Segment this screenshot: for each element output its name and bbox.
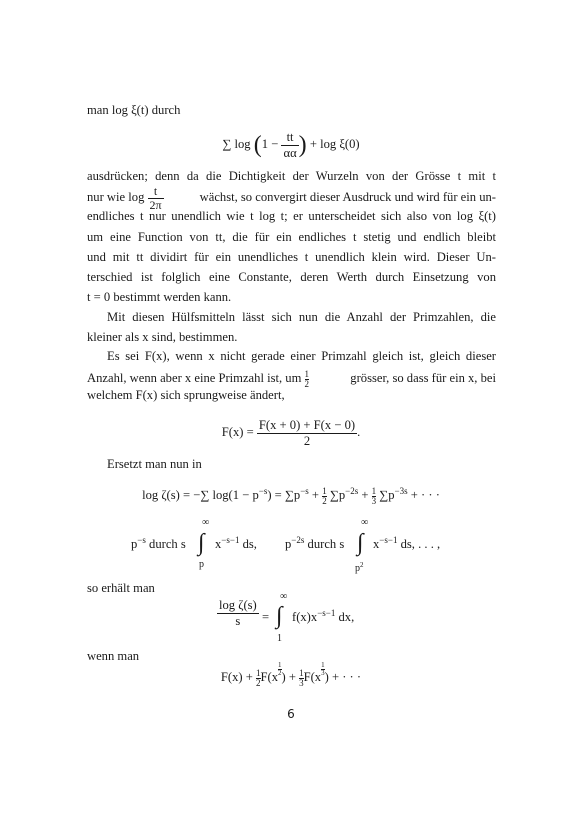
equation-4	[0, 514, 582, 576]
fraction	[257, 418, 357, 449]
eq3-part: +	[358, 488, 372, 502]
integral-upper-limit: ∞	[202, 517, 210, 528]
text-line: Es sei F(x), wenn x nicht gerade einer Primzahl gleich ist, gleich dieser	[107, 349, 496, 363]
eq4-part: durch s	[307, 537, 345, 551]
integral-lower-limit: 1	[277, 633, 282, 644]
fraction-denominator: 2π	[149, 197, 162, 212]
integral-lower-limit: p	[199, 559, 204, 570]
text-fragment: Anzahl, wenn aber x eine Primzahl ist, um	[87, 371, 302, 385]
fraction-denominator: 3	[371, 495, 377, 506]
text-fragment: grösser, so dass für ein x, bei	[350, 371, 496, 385]
fraction-numerator: 1	[299, 667, 304, 678]
lower-limit-base: p	[355, 563, 360, 574]
equation-3	[0, 482, 582, 508]
text-line: ausdrücken; denn da die Dichtigkeit der Wurzeln von der Grösse t mit t	[87, 169, 496, 183]
eq4-part: durch s	[149, 537, 186, 551]
eq6-part: F(x	[260, 670, 278, 684]
fraction-numerator: tt	[286, 129, 294, 144]
integral-upper-limit: ∞	[280, 591, 288, 602]
eq3-part: log ζ(s) = −∑ log(1 − p	[142, 488, 259, 502]
eq6-part: ) + · · ·	[324, 670, 362, 684]
exponent: −2s	[291, 535, 305, 545]
eq6-part: ) +	[281, 670, 296, 684]
text-line: kleiner als x sind, bestimmen.	[87, 330, 238, 344]
exponent: −s	[258, 486, 268, 496]
text-line: t = 0 bestimmt werden kann.	[87, 290, 232, 304]
equation-1	[0, 126, 582, 163]
equation-5	[0, 590, 582, 646]
exponent: −2s	[345, 486, 359, 496]
fraction-numerator: log ζ(s)	[219, 598, 257, 612]
text-line: man log ξ(t) durch	[87, 103, 181, 117]
fraction-numerator: 1	[371, 485, 377, 496]
eq4-part: x	[215, 537, 222, 551]
equation-2	[0, 414, 582, 450]
eq5-part: dx,	[338, 610, 355, 624]
exponent: −s	[300, 486, 309, 496]
fraction-denominator: 2	[257, 433, 357, 449]
fraction-denominator: 2	[322, 495, 327, 506]
fraction-denominator: αα	[283, 145, 297, 160]
equals-sign: =	[262, 610, 270, 624]
exponent: −s−1	[379, 535, 398, 545]
fraction-denominator: 2	[304, 378, 310, 389]
fraction-numerator: 1	[256, 667, 261, 678]
text-line: Ersetzt man nun in	[107, 457, 202, 471]
eq4-part: p	[285, 537, 292, 551]
text-fragment: nur wie log	[87, 190, 145, 204]
fraction	[217, 598, 259, 629]
eq2-end: .	[357, 425, 361, 439]
eq1-left: ∑ log	[222, 137, 251, 151]
eq4-part: ds,	[242, 537, 257, 551]
page-number: 6	[287, 707, 295, 721]
fraction-denominator: s	[217, 613, 259, 629]
text-line: und mit tt dividirt für ein unendliches t unendlich klein wird. Dieser Un-	[87, 250, 496, 264]
exponent: 2	[360, 561, 364, 569]
fraction-denominator: 3	[299, 677, 304, 688]
eq6-part: F(x) +	[220, 670, 253, 684]
fraction-numerator: 1	[322, 485, 327, 496]
text-line: endliches t nur unendlich wie t log t; er unterscheidet sich also von log ξ(t)	[87, 209, 496, 223]
text-line: so erhält man	[87, 581, 155, 595]
exponent: −s	[137, 535, 146, 545]
eq4-part: x	[373, 537, 380, 551]
fraction-denominator: 3	[321, 669, 325, 677]
eq6-part: F(x	[303, 670, 322, 684]
eq3-part: ) = ∑p	[267, 488, 301, 502]
fraction-numerator: 1	[278, 661, 282, 669]
eq5-part: f(x)x	[292, 610, 318, 624]
eq3-part: + · · ·	[407, 488, 440, 502]
text-fragment: wächst, so convergirt dieser Ausdruck und wird für ein un-	[199, 190, 496, 204]
text-line: wenn man	[87, 649, 140, 663]
integral-lower-limit	[355, 560, 364, 574]
text-line: um eine Function von tt, die für ein endliches t stetig und endlich bleibt	[87, 230, 496, 244]
integral-sign: ∫	[276, 603, 283, 629]
integral-sign: ∫	[198, 530, 205, 556]
fraction	[281, 130, 298, 161]
eq3-part: +	[308, 488, 323, 502]
integral-sign: ∫	[357, 530, 364, 556]
eq1-right: + log ξ(0)	[309, 137, 360, 151]
eq4-part: p	[131, 537, 138, 551]
exponent: −s−1	[317, 608, 336, 618]
right-paren: )	[298, 132, 307, 158]
fraction-denominator: 2	[256, 677, 261, 688]
text-line: Mit diesen Hülfsmitteln lässt sich nun die Anzahl der Primzahlen, die	[107, 310, 496, 324]
eq2-left: F(x) =	[221, 425, 254, 439]
eq1-one-minus: 1 −	[261, 137, 279, 151]
equation-6	[0, 662, 582, 690]
text-line: terschied ist folglich eine Constante, deren Werth durch Einsetzung von	[87, 270, 496, 284]
exponent: −3s	[394, 486, 408, 496]
eq3-part: ∑p	[376, 488, 395, 502]
fraction-denominator: 2	[278, 669, 282, 677]
fraction-numerator: 1	[321, 661, 325, 669]
integral-upper-limit: ∞	[361, 517, 369, 528]
fraction-numerator: F(x + 0) + F(x − 0)	[258, 417, 356, 432]
fraction-numerator: t	[153, 183, 158, 198]
exponent: −s−1	[221, 535, 240, 545]
left-paren: (	[253, 132, 262, 158]
eq3-part: ∑p	[326, 488, 346, 502]
text-line: welchem F(x) sich sprungweise ändert,	[87, 388, 285, 402]
eq4-part: ds, . . . ,	[400, 537, 441, 551]
fraction-numerator: 1	[304, 368, 310, 379]
